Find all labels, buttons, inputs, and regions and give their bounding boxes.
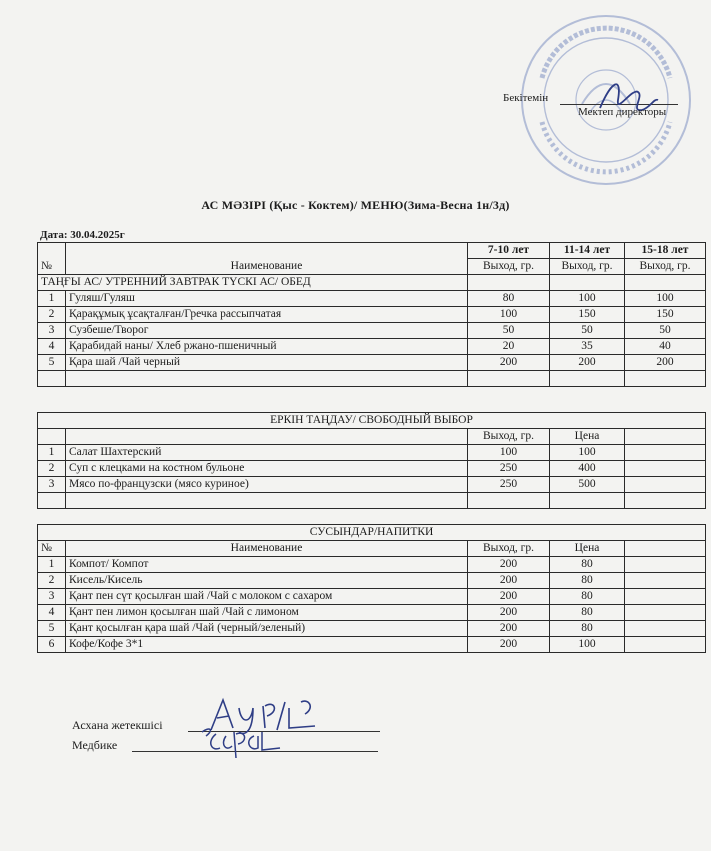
menu-date: Дата: 30.04.2025г — [40, 229, 125, 241]
drink-yield: 200 — [468, 573, 550, 589]
yield-header: Выход, гр. — [468, 429, 550, 445]
yield-7-10: 200 — [468, 355, 550, 371]
drinks-table — [37, 524, 706, 653]
yield-7-10: 20 — [468, 339, 550, 355]
yield-header: Выход, гр. — [468, 259, 550, 275]
yield-7-10: 100 — [468, 307, 550, 323]
free-choice-table — [37, 412, 706, 509]
table-cell — [38, 371, 66, 387]
dish-name: Мясо по-французски (мясо куриное) — [66, 477, 468, 493]
yield-11-14: 35 — [550, 339, 625, 355]
table-row — [38, 445, 706, 461]
table-cell — [625, 445, 706, 461]
nurse-signature-icon — [196, 722, 286, 760]
yield-header: Выход, гр. — [550, 259, 625, 275]
table-row — [38, 291, 706, 307]
drink-price: 100 — [550, 637, 625, 653]
drink-yield: 200 — [468, 589, 550, 605]
dish-name: Суп с клецками на костном бульоне — [66, 461, 468, 477]
table-cell — [625, 557, 706, 573]
table-cell — [625, 371, 706, 387]
drink-yield: 200 — [468, 637, 550, 653]
dish-price: 100 — [550, 445, 625, 461]
section-title: ТАҢҒЫ АС/ УТРЕННИЙ ЗАВТРАК ТҮСКІ АС/ ОБЕД — [38, 275, 468, 291]
dish-yield: 250 — [468, 477, 550, 493]
table-cell — [66, 429, 468, 445]
approval-role: Мектеп директоры — [578, 106, 667, 118]
price-header: Цена — [550, 429, 625, 445]
yield-15-18: 40 — [625, 339, 706, 355]
table-row — [38, 621, 706, 637]
table-cell — [38, 243, 66, 259]
row-number: 5 — [38, 355, 66, 371]
table-cell — [550, 493, 625, 509]
table-header-row — [38, 243, 706, 259]
table-cell — [468, 371, 550, 387]
drink-name: Қант пен сүт қосылған шай /Чай с молоком с сахаром — [66, 589, 468, 605]
dish-name: Қара шай /Чай черный — [66, 355, 468, 371]
yield-15-18: 150 — [625, 307, 706, 323]
yield-11-14: 100 — [550, 291, 625, 307]
table-cell — [38, 493, 66, 509]
name-header: Наименование — [66, 259, 468, 275]
nurse-label: Медбике — [72, 738, 118, 752]
approval-label: Бекітемін — [503, 92, 549, 104]
yield-7-10: 50 — [468, 323, 550, 339]
table-row — [38, 339, 706, 355]
table-row — [38, 323, 706, 339]
yield-header: Выход, гр. — [468, 541, 550, 557]
num-header: № — [38, 259, 66, 275]
drink-yield: 200 — [468, 557, 550, 573]
drink-name: Қант қосылған қара шай /Чай (черный/зеленый) — [66, 621, 468, 637]
table-cell — [625, 573, 706, 589]
table-header-row — [38, 541, 706, 557]
drink-name: Кофе/Кофе 3*1 — [66, 637, 468, 653]
row-number: 4 — [38, 605, 66, 621]
cook-label: Асхана жетекшісі — [72, 718, 163, 732]
drink-price: 80 — [550, 573, 625, 589]
row-number: 3 — [38, 323, 66, 339]
price-header: Цена — [550, 541, 625, 557]
drink-price: 80 — [550, 589, 625, 605]
table-cell — [625, 589, 706, 605]
drink-name: Кисель/Кисель — [66, 573, 468, 589]
section-title-row — [38, 413, 706, 429]
table-row — [38, 477, 706, 493]
row-number: 3 — [38, 589, 66, 605]
age-group-header: 15-18 лет — [625, 243, 706, 259]
table-cell — [468, 493, 550, 509]
table-cell — [468, 275, 550, 291]
yield-header: Выход, гр. — [625, 259, 706, 275]
drink-price: 80 — [550, 557, 625, 573]
drink-yield: 200 — [468, 621, 550, 637]
section-title-row — [38, 525, 706, 541]
num-header: № — [38, 541, 66, 557]
table-row — [38, 307, 706, 323]
drink-yield: 200 — [468, 605, 550, 621]
table-cell — [625, 541, 706, 557]
yield-15-18: 200 — [625, 355, 706, 371]
table-cell — [550, 371, 625, 387]
table-cell — [66, 243, 468, 259]
dish-yield: 100 — [468, 445, 550, 461]
table-row — [38, 557, 706, 573]
row-number: 4 — [38, 339, 66, 355]
table-row — [38, 371, 706, 387]
dish-name: Гуляш/Гуляш — [66, 291, 468, 307]
yield-11-14: 50 — [550, 323, 625, 339]
name-header: Наименование — [66, 541, 468, 557]
table-cell — [625, 429, 706, 445]
page-title: АС МӘЗІРІ (Қыс - Коктем)/ МЕНЮ(Зима-Весна 1н/3д) — [201, 198, 510, 212]
yield-11-14: 200 — [550, 355, 625, 371]
drink-price: 80 — [550, 621, 625, 637]
breakfast-lunch-table — [37, 242, 706, 387]
section-title: СУСЫНДАР/НАПИТКИ — [38, 525, 706, 541]
section-title: ЕРКІН ТАҢДАУ/ СВОБОДНЫЙ ВЫБОР — [38, 413, 706, 429]
age-group-header: 11-14 лет — [550, 243, 625, 259]
table-header-row — [38, 259, 706, 275]
dish-name: Сузбеше/Творог — [66, 323, 468, 339]
yield-15-18: 50 — [625, 323, 706, 339]
row-number: 3 — [38, 477, 66, 493]
table-header-row — [38, 429, 706, 445]
table-cell — [66, 493, 468, 509]
row-number: 2 — [38, 573, 66, 589]
drink-price: 80 — [550, 605, 625, 621]
table-cell — [625, 493, 706, 509]
yield-7-10: 80 — [468, 291, 550, 307]
drink-name: Қант пен лимон қосылған шай /Чай с лимоном — [66, 605, 468, 621]
dish-name: Қарақұмық ұсақталған/Гречка рассыпчатая — [66, 307, 468, 323]
row-number: 1 — [38, 557, 66, 573]
table-row — [38, 605, 706, 621]
table-cell — [625, 477, 706, 493]
row-number: 2 — [38, 307, 66, 323]
table-cell — [625, 461, 706, 477]
row-number: 6 — [38, 637, 66, 653]
table-row — [38, 355, 706, 371]
yield-15-18: 100 — [625, 291, 706, 307]
table-row — [38, 573, 706, 589]
table-cell — [66, 371, 468, 387]
dish-name: Қарабидай наны/ Хлеб ржано-пшеничный — [66, 339, 468, 355]
row-number: 5 — [38, 621, 66, 637]
table-cell — [625, 621, 706, 637]
table-cell — [625, 637, 706, 653]
dish-name: Салат Шахтерский — [66, 445, 468, 461]
table-row — [38, 461, 706, 477]
age-group-header: 7-10 лет — [468, 243, 550, 259]
table-cell — [38, 429, 66, 445]
dish-yield: 250 — [468, 461, 550, 477]
table-row — [38, 493, 706, 509]
section-title-row — [38, 275, 706, 291]
row-number: 1 — [38, 291, 66, 307]
dish-price: 400 — [550, 461, 625, 477]
table-cell — [625, 275, 706, 291]
table-cell — [625, 605, 706, 621]
row-number: 1 — [38, 445, 66, 461]
table-row — [38, 589, 706, 605]
row-number: 2 — [38, 461, 66, 477]
dish-price: 500 — [550, 477, 625, 493]
table-row — [38, 637, 706, 653]
table-cell — [550, 275, 625, 291]
drink-name: Компот/ Компот — [66, 557, 468, 573]
yield-11-14: 150 — [550, 307, 625, 323]
